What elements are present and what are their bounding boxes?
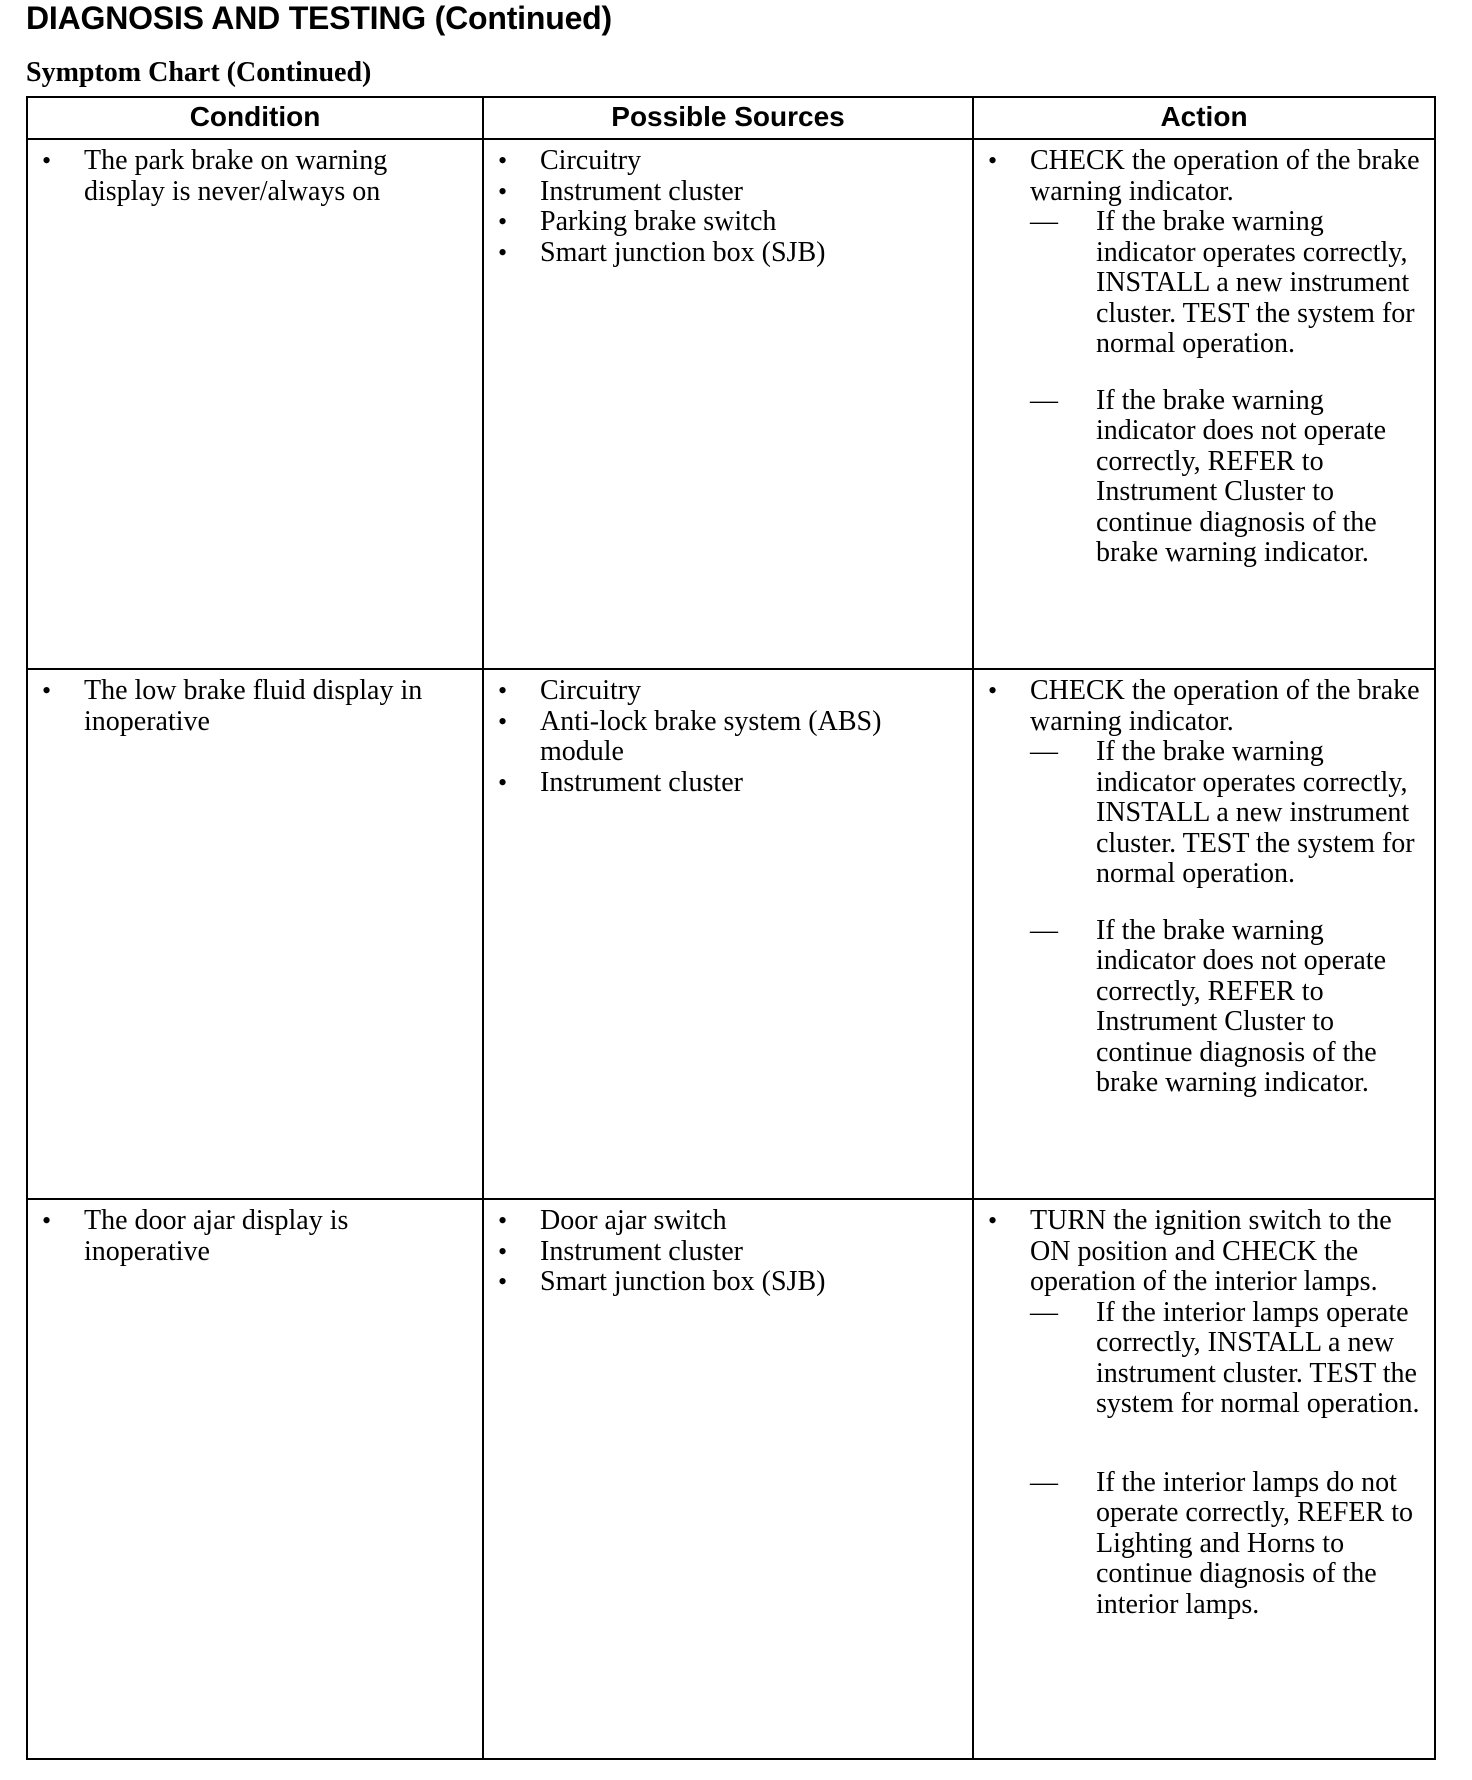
action-sub-item: — If the brake warning indicator operates correctly, INSTALL a new instrument cluster. TEST the system for normal operation.	[1030, 736, 1415, 889]
column-header-action: Action	[973, 97, 1435, 139]
column-header-condition: Condition	[27, 97, 483, 139]
source-item: • Door ajar switch	[498, 1205, 727, 1236]
source-item: • Circuitry	[498, 145, 642, 176]
source-item: • Parking brake switch	[498, 206, 777, 237]
bullet-icon: •	[498, 706, 508, 736]
action-cell	[973, 1199, 1435, 1759]
bullet-icon: •	[498, 767, 508, 797]
bullet-icon: •	[42, 676, 52, 705]
bullet-icon: •	[498, 1236, 508, 1266]
sources-cell	[483, 1199, 973, 1759]
dash-icon: —	[1030, 736, 1058, 767]
bullet-icon: •	[988, 146, 998, 175]
source-item: • Smart junction box (SJB)	[498, 1266, 826, 1297]
bullet-icon: •	[42, 1206, 52, 1235]
condition-item: • The low brake fluid display in inoperative	[42, 675, 423, 737]
action-cell	[973, 669, 1435, 1199]
dash-icon: —	[1030, 1296, 1058, 1328]
dash-icon: —	[1030, 914, 1058, 946]
source-item: • Anti-lock brake system (ABS) module	[498, 705, 882, 767]
dash-icon: —	[1030, 384, 1058, 416]
action-sub-item: — If the brake warning indicator operates correctly, INSTALL a new instrument cluster. TEST the system for normal operation.	[1030, 206, 1415, 359]
bullet-icon: •	[988, 1206, 998, 1235]
table-header-row	[27, 97, 1435, 139]
bullet-icon: •	[498, 676, 508, 705]
page-title: DIAGNOSIS AND TESTING (Continued)	[26, 0, 612, 36]
bullet-icon: •	[42, 146, 52, 175]
dash-icon: —	[1030, 206, 1058, 237]
action-cell	[973, 139, 1435, 669]
dash-icon: —	[1030, 1466, 1058, 1498]
sources-cell	[483, 139, 973, 669]
condition-cell	[27, 1199, 483, 1759]
condition-cell	[27, 669, 483, 1199]
source-item: • Instrument cluster	[498, 175, 743, 207]
table-row	[27, 139, 1435, 669]
table-row	[27, 1199, 1435, 1759]
action-item: • TURN the ignition switch to the ON position and CHECK the operation of the interior lamps.	[988, 1205, 1392, 1297]
bullet-icon: •	[498, 207, 508, 236]
source-item: • Smart junction box (SJB)	[498, 236, 826, 268]
source-item: • Instrument cluster	[498, 1235, 743, 1267]
condition-item: • The door ajar display is inoperative	[42, 1205, 349, 1267]
bullet-icon: •	[988, 676, 998, 705]
action-sub-item: — If the brake warning indicator does not operate correctly, REFER to Instrument Cluster to continue diagnosis of the brake warning indicator.	[1030, 384, 1387, 568]
sources-cell	[483, 669, 973, 1199]
action-sub-item: — If the interior lamps operate correctly, INSTALL a new instrument cluster. TEST the system for normal operation.	[1030, 1296, 1420, 1419]
bullet-icon: •	[498, 146, 508, 175]
condition-cell	[27, 139, 483, 669]
chart-title: Symptom Chart (Continued)	[26, 57, 372, 88]
column-header-possible-sources: Possible Sources	[483, 97, 973, 139]
bullet-icon: •	[498, 237, 508, 267]
action-sub-item: — If the interior lamps do not operate correctly, REFER to Lighting and Horns to continue diagnosis of the interior lamps.	[1030, 1466, 1413, 1620]
symptom-chart-table	[26, 96, 1436, 1760]
table-row	[27, 669, 1435, 1199]
source-item: • Instrument cluster	[498, 766, 743, 798]
bullet-icon: •	[498, 176, 508, 206]
action-sub-item: — If the brake warning indicator does not operate correctly, REFER to Instrument Cluster to continue diagnosis of the brake warning indicator.	[1030, 914, 1387, 1098]
source-item: • Circuitry	[498, 675, 642, 706]
bullet-icon: •	[498, 1206, 508, 1235]
action-item: • CHECK the operation of the brake warning indicator.	[988, 145, 1420, 207]
bullet-icon: •	[498, 1267, 508, 1296]
condition-item: • The park brake on warning display is never/always on	[42, 145, 388, 207]
action-item: • CHECK the operation of the brake warning indicator.	[988, 675, 1420, 737]
